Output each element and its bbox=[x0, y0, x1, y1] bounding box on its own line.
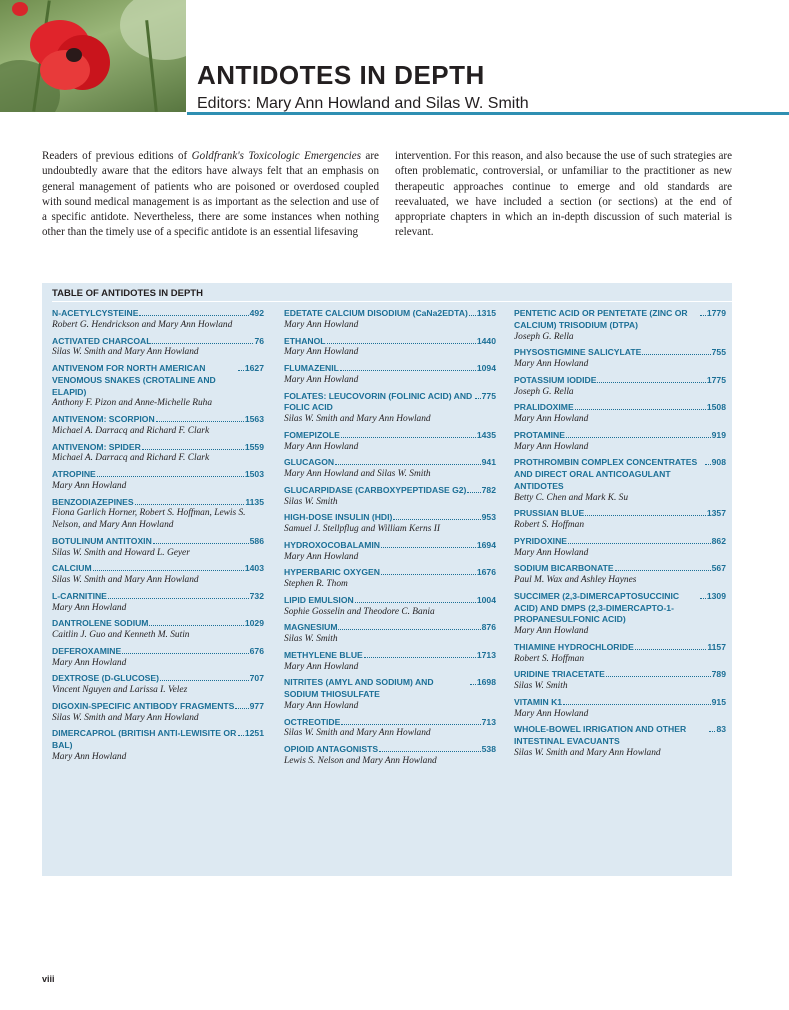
toc-entry-title[interactable] bbox=[284, 308, 496, 320]
leader-dots bbox=[135, 504, 245, 505]
toc-entry[interactable] bbox=[284, 457, 496, 481]
antidote-name: PENTETIC ACID OR PENTETATE (ZINC OR CALCIUM) TRISODIUM (DTPA) bbox=[514, 308, 688, 330]
toc-entry-title[interactable] bbox=[514, 375, 726, 387]
poppy-photo bbox=[0, 0, 186, 112]
leader-dots bbox=[156, 421, 244, 422]
toc-entry[interactable] bbox=[284, 677, 496, 712]
antidote-name: ETHANOL bbox=[284, 335, 326, 346]
page-ref: 492 bbox=[249, 308, 264, 318]
toc-entry[interactable] bbox=[284, 717, 496, 741]
page-ref: 755 bbox=[711, 347, 726, 358]
toc-entry[interactable] bbox=[284, 622, 496, 646]
toc-entry-title[interactable] bbox=[284, 567, 496, 579]
toc-entry[interactable] bbox=[284, 485, 496, 509]
antidote-name: PRUSSIAN BLUE bbox=[514, 508, 585, 519]
toc-entry-title[interactable] bbox=[514, 591, 726, 626]
toc-entry-title[interactable] bbox=[284, 622, 496, 634]
toc-entry[interactable] bbox=[52, 618, 264, 642]
toc-entry[interactable] bbox=[284, 567, 496, 591]
leader-dots bbox=[364, 657, 476, 658]
book-title: Goldfrank's Toxicologic Emergencies bbox=[191, 150, 362, 162]
chapter-authors: Mary Ann Howland bbox=[284, 319, 359, 330]
antidote-name: PHYSOSTIGMINE SALICYLATE bbox=[514, 347, 642, 358]
page-ref: 676 bbox=[249, 645, 264, 656]
page-ref: 1503 bbox=[244, 469, 264, 480]
toc-entry-title[interactable] bbox=[514, 563, 726, 575]
toc-entry-title[interactable] bbox=[284, 650, 496, 662]
leader-dots bbox=[340, 370, 476, 371]
antidote-name: MAGNESIUM bbox=[284, 622, 338, 633]
toc-entry-title[interactable] bbox=[52, 618, 264, 630]
toc-entry[interactable] bbox=[52, 363, 264, 410]
leader-dots bbox=[238, 735, 244, 736]
page-ref: 1698 bbox=[476, 677, 496, 688]
toc-entry-title[interactable] bbox=[514, 457, 726, 492]
page-ref: 1775 bbox=[706, 374, 726, 385]
toc-entry-title[interactable] bbox=[284, 336, 496, 348]
leader-dots bbox=[381, 574, 476, 575]
intro-column-1: Readers of previous editions of Goldfrank's Toxicologic Emergencies are undoubtedly aware that the editors have always felt that an emphasis on general management of patients who are poisoned or overdosed coupled with sound medical management is as important as the selection and use of a specific antidote. Nevertheless, there are some instances when nothing other than the timely use of a specific antidote is an essential lifesaving bbox=[42, 150, 379, 239]
leader-dots bbox=[327, 343, 476, 344]
antidote-name: THIAMINE HYDROCHLORIDE bbox=[514, 641, 634, 652]
page-ref: 977 bbox=[249, 700, 264, 711]
toc-entry[interactable] bbox=[284, 744, 496, 768]
chapter-authors: Robert S. Hoffman bbox=[514, 653, 585, 664]
toc-entry-title[interactable] bbox=[514, 402, 726, 414]
page-ref: 1440 bbox=[476, 335, 496, 346]
antidote-name: OPIOID ANTAGONISTS bbox=[284, 744, 379, 755]
poppy-bud bbox=[12, 2, 28, 16]
toc-column-3 bbox=[514, 308, 726, 764]
page-ref: 1004 bbox=[476, 594, 496, 605]
antidote-name: PROTAMINE bbox=[514, 429, 565, 440]
toc-entry[interactable] bbox=[514, 642, 726, 666]
antidote-name: PYRIDOXINE bbox=[514, 535, 568, 546]
toc-entry-title[interactable] bbox=[52, 701, 264, 713]
chapter-authors: Mary Ann Howland bbox=[284, 661, 359, 672]
poppy-center bbox=[66, 48, 82, 62]
antidote-name: GLUCAGON bbox=[284, 457, 335, 468]
chapter-authors: Mary Ann Howland bbox=[52, 480, 127, 491]
chapter-authors: Silas W. Smith and Howard L. Geyer bbox=[52, 547, 190, 558]
leader-dots bbox=[585, 515, 706, 516]
page-ref: 941 bbox=[481, 457, 496, 468]
chapter-authors: Robert S. Hoffman bbox=[514, 520, 585, 531]
toc-entry[interactable] bbox=[514, 430, 726, 454]
toc-entry[interactable] bbox=[284, 391, 496, 426]
page-ref: 1713 bbox=[476, 649, 496, 660]
toc-entry[interactable] bbox=[284, 540, 496, 564]
page-ref: 586 bbox=[249, 535, 264, 546]
antidote-name: NITRITES (AMYL AND SODIUM) AND SODIUM THIOSULFATE bbox=[284, 677, 434, 700]
chapter-authors: Mary Ann Howland bbox=[284, 374, 359, 385]
page-ref: 1563 bbox=[244, 414, 264, 425]
leader-dots bbox=[566, 437, 711, 438]
antidote-name: FOLATES: LEUCOVORIN (FOLINIC ACID) AND FOLIC ACID bbox=[284, 390, 473, 413]
leader-dots bbox=[475, 398, 481, 399]
antidote-name: DANTROLENE SODIUM bbox=[52, 618, 149, 629]
leader-dots bbox=[235, 708, 248, 709]
toc-entry[interactable] bbox=[514, 536, 726, 560]
toc-entry-title[interactable] bbox=[284, 512, 496, 524]
page-ref: 1251 bbox=[244, 728, 264, 739]
toc-entry-title[interactable] bbox=[514, 308, 726, 332]
chapter-authors: Joseph G. Rella bbox=[514, 331, 574, 342]
antidote-name: SODIUM BICARBONATE bbox=[514, 563, 614, 574]
leader-dots bbox=[142, 449, 244, 450]
toc-entry-title[interactable] bbox=[284, 430, 496, 442]
toc-entry-title[interactable] bbox=[284, 485, 496, 497]
toc-entry[interactable] bbox=[514, 591, 726, 638]
toc-entry[interactable] bbox=[514, 375, 726, 399]
chapter-authors: Silas W. Smith and Mary Ann Howland bbox=[52, 712, 199, 723]
leader-dots bbox=[338, 629, 480, 630]
chapter-authors: Mary Ann Howland bbox=[284, 700, 359, 711]
toc-entry-title[interactable] bbox=[52, 442, 264, 454]
chapter-authors: Mary Ann Howland bbox=[514, 359, 589, 370]
toc-entry-title[interactable] bbox=[52, 536, 264, 548]
toc-entry-title[interactable] bbox=[514, 724, 726, 748]
leader-dots bbox=[635, 649, 707, 650]
page-ref: 862 bbox=[711, 535, 726, 546]
antidote-name: VITAMIN K1 bbox=[514, 696, 563, 707]
toc-column-1 bbox=[52, 308, 264, 768]
antidote-name: OCTREOTIDE bbox=[284, 716, 341, 727]
antidote-name: HYDROXOCOBALAMIN bbox=[284, 539, 380, 550]
chapter-authors: Silas W. Smith and Mary Ann Howland bbox=[52, 575, 199, 586]
leader-dots bbox=[700, 598, 706, 599]
page-ref: 1779 bbox=[706, 308, 726, 318]
antidote-name: EDETATE CALCIUM DISODIUM (CaNa2EDTA) bbox=[284, 308, 468, 318]
chapter-authors: Joseph G. Rella bbox=[514, 386, 574, 397]
page-ref: 83 bbox=[716, 724, 726, 735]
chapter-authors: Lewis S. Nelson and Mary Ann Howland bbox=[284, 755, 437, 766]
chapter-authors: Robert G. Hendrickson and Mary Ann Howland bbox=[52, 319, 233, 330]
page-ref: 538 bbox=[481, 744, 496, 755]
antidote-name: HYPERBARIC OXYGEN bbox=[284, 567, 380, 578]
toc-entry-title[interactable] bbox=[514, 430, 726, 442]
chapter-authors: Silas W. Smith bbox=[514, 681, 568, 692]
page-ref: 782 bbox=[481, 484, 496, 495]
antidote-name: SUCCIMER (2,3-DIMERCAPTOSUCCINIC ACID) AND DMPS (2,3-DIMERCAPTO-1-PROPANESULFONIC ACID) bbox=[514, 590, 680, 625]
page-number: viii bbox=[42, 974, 55, 984]
leader-dots bbox=[615, 570, 711, 571]
antidote-name: PRALIDOXIME bbox=[514, 402, 574, 413]
leader-dots bbox=[470, 684, 476, 685]
toc-entry-title[interactable] bbox=[514, 536, 726, 548]
toc-entry[interactable] bbox=[514, 508, 726, 532]
antidote-name: FLUMAZENIL bbox=[284, 363, 339, 373]
antidote-name: HIGH-DOSE INSULIN (HDI) bbox=[284, 512, 393, 523]
toc-entry[interactable] bbox=[514, 457, 726, 504]
toc-entry-title[interactable] bbox=[284, 677, 496, 701]
toc-entry-title[interactable] bbox=[52, 363, 264, 398]
toc-entry[interactable] bbox=[52, 442, 264, 466]
antidote-name: LIPID EMULSION bbox=[284, 594, 354, 605]
chapter-authors: Paul M. Wax and Ashley Haynes bbox=[514, 575, 637, 586]
page-ref: 1157 bbox=[707, 641, 726, 652]
leader-dots bbox=[153, 543, 249, 544]
leader-dots bbox=[469, 315, 476, 316]
leader-dots bbox=[93, 570, 244, 571]
toc-entry[interactable] bbox=[514, 697, 726, 721]
toc-entry-title[interactable] bbox=[284, 540, 496, 552]
toc-entry[interactable] bbox=[52, 701, 264, 725]
page-title: ANTIDOTES IN DEPTH bbox=[197, 60, 485, 90]
chapter-authors: Mary Ann Howland bbox=[514, 626, 589, 637]
toc-entry-title[interactable] bbox=[514, 508, 726, 520]
antidote-name: METHYLENE BLUE bbox=[284, 649, 363, 660]
toc-entry-title[interactable] bbox=[284, 744, 496, 756]
leader-dots bbox=[575, 409, 706, 410]
antidote-name: DEXTROSE (D-GLUCOSE) bbox=[52, 673, 159, 684]
photo-bokeh bbox=[120, 0, 186, 60]
toc-entry[interactable] bbox=[52, 673, 264, 697]
page-ref: 915 bbox=[711, 696, 726, 707]
antidote-name: DEFEROXAMINE bbox=[52, 645, 122, 656]
toc-entry[interactable] bbox=[514, 308, 726, 343]
page-ref: 1135 bbox=[245, 496, 264, 507]
page-ref: 707 bbox=[249, 673, 264, 684]
toc-entry[interactable] bbox=[514, 563, 726, 587]
table-heading-rule bbox=[52, 301, 732, 302]
page-ref: 732 bbox=[249, 590, 264, 601]
chapter-authors: Mary Ann Howland bbox=[284, 551, 359, 562]
chapter-authors: Mary Ann Howland bbox=[52, 751, 127, 762]
toc-entry-title[interactable] bbox=[514, 642, 726, 654]
leader-dots bbox=[97, 476, 244, 477]
page-ref: 1029 bbox=[244, 618, 264, 629]
chapter-authors: Silas W. Smith and Mary Ann Howland bbox=[514, 748, 661, 759]
antidote-name: ANTIVENOM: SCORPION bbox=[52, 414, 155, 425]
chapter-authors: Michael A. Darracq and Richard F. Clark bbox=[52, 453, 210, 464]
page-ref: 713 bbox=[481, 716, 496, 727]
antidote-name: L-CARNITINE bbox=[52, 590, 107, 601]
antidote-name: URIDINE TRIACETATE bbox=[514, 669, 605, 680]
leader-dots bbox=[709, 731, 715, 732]
toc-entry-title[interactable] bbox=[52, 728, 264, 752]
chapter-authors: Mary Ann Howland and Silas W. Smith bbox=[284, 469, 431, 480]
antidotes-table bbox=[42, 283, 732, 876]
chapter-authors: Sophie Gosselin and Theodore C. Bania bbox=[284, 606, 435, 617]
toc-entry[interactable] bbox=[52, 563, 264, 587]
leader-dots bbox=[160, 680, 249, 681]
page-ref: 1435 bbox=[476, 429, 496, 440]
chapter-authors: Samuel J. Stellpflug and William Kerns II bbox=[284, 524, 440, 535]
chapter-authors: Silas W. Smith and Mary Ann Howland bbox=[52, 347, 199, 358]
toc-entry-title[interactable] bbox=[52, 469, 264, 481]
leader-dots bbox=[335, 464, 481, 465]
leader-dots bbox=[341, 724, 480, 725]
leader-dots bbox=[152, 343, 253, 344]
toc-entry-title[interactable] bbox=[52, 563, 264, 575]
leader-dots bbox=[563, 704, 711, 705]
toc-entry[interactable] bbox=[284, 336, 496, 360]
antidote-name: ATROPINE bbox=[52, 469, 96, 480]
antidote-name: GLUCARPIDASE (CARBOXYPEPTIDASE G2) bbox=[284, 484, 467, 495]
leader-dots bbox=[122, 653, 248, 654]
toc-entry[interactable] bbox=[284, 595, 496, 619]
chapter-authors: Mary Ann Howland bbox=[284, 347, 359, 358]
antidote-name: CALCIUM bbox=[52, 563, 92, 574]
toc-entry-title[interactable] bbox=[52, 673, 264, 685]
page-ref: 876 bbox=[481, 622, 496, 633]
page-ref: 1357 bbox=[706, 508, 726, 519]
chapter-authors: Betty C. Chen and Mark K. Su bbox=[514, 492, 629, 503]
toc-entry[interactable] bbox=[284, 650, 496, 674]
chapter-authors: Stephen R. Thom bbox=[284, 579, 348, 590]
chapter-authors: Mary Ann Howland bbox=[284, 441, 359, 452]
page-ref: 1315 bbox=[476, 308, 496, 318]
leader-dots bbox=[149, 625, 243, 626]
leader-dots bbox=[238, 370, 244, 371]
chapter-authors: Silas W. Smith and Mary Ann Howland bbox=[284, 414, 431, 425]
antidote-name: PROTHROMBIN COMPLEX CONCENTRATES AND DIRECT ORAL ANTICOAGULANT ANTIDOTES bbox=[514, 457, 698, 491]
toc-entry-title[interactable] bbox=[514, 347, 726, 359]
toc-entry[interactable] bbox=[52, 591, 264, 615]
page-ref: 953 bbox=[481, 512, 496, 523]
leader-dots bbox=[467, 492, 480, 493]
chapter-authors: Anthony F. Pizon and Anne-Michelle Ruha bbox=[52, 398, 213, 409]
toc-entry-title[interactable] bbox=[52, 591, 264, 603]
page-ref: 1676 bbox=[476, 567, 496, 578]
page-ref: 1094 bbox=[476, 363, 496, 373]
table-heading: TABLE OF ANTIDOTES IN DEPTH bbox=[52, 288, 203, 299]
toc-column-2 bbox=[284, 308, 496, 772]
antidote-name: WHOLE-BOWEL IRRIGATION AND OTHER INTESTINAL EVACUANTS bbox=[514, 724, 687, 747]
chapter-authors: Michael A. Darracq and Richard F. Clark bbox=[52, 425, 210, 436]
leader-dots bbox=[642, 354, 710, 355]
toc-entry[interactable] bbox=[284, 308, 496, 332]
toc-entry[interactable] bbox=[284, 363, 496, 387]
chapter-authors: Silas W. Smith bbox=[284, 634, 338, 645]
antidote-name: DIMERCAPROL (BRITISH ANTI-LEWISITE OR BAL) bbox=[52, 728, 237, 751]
toc-entry[interactable] bbox=[52, 646, 264, 670]
toc-entry[interactable] bbox=[52, 469, 264, 493]
page-ref: 789 bbox=[711, 669, 726, 680]
editors-line: Editors: Mary Ann Howland and Silas W. Smith bbox=[197, 95, 529, 112]
chapter-authors: Mary Ann Howland bbox=[514, 708, 589, 719]
toc-entry-title[interactable] bbox=[52, 308, 264, 320]
page-ref: 1559 bbox=[244, 441, 264, 452]
toc-entry-title[interactable] bbox=[514, 697, 726, 709]
chapter-authors: Mary Ann Howland bbox=[52, 657, 127, 668]
page-ref: 1508 bbox=[706, 402, 726, 413]
leader-dots bbox=[355, 602, 476, 603]
toc-entry-title[interactable] bbox=[284, 717, 496, 729]
leader-dots bbox=[341, 437, 476, 438]
chapter-authors: Vincent Nguyen and Larissa I. Velez bbox=[52, 685, 188, 696]
toc-entry[interactable] bbox=[284, 512, 496, 536]
leader-dots bbox=[139, 315, 248, 316]
antidote-name: ANTIVENOM FOR NORTH AMERICAN VENOMOUS SNAKES (CROTALINE AND ELAPID) bbox=[52, 363, 216, 397]
toc-entry-title[interactable] bbox=[52, 336, 264, 348]
chapter-authors: Fiona Garlich Horner, Robert S. Hoffman, Lewis S. Nelson, and Mary Ann Howland bbox=[52, 508, 246, 531]
page-ref: 908 bbox=[711, 457, 726, 468]
antidote-name: N-ACETYLCYSTEINE bbox=[52, 308, 139, 318]
toc-entry-title[interactable] bbox=[52, 646, 264, 658]
toc-entry[interactable] bbox=[284, 430, 496, 454]
antidote-name: FOMEPIZOLE bbox=[284, 429, 340, 440]
toc-entry-title[interactable] bbox=[284, 391, 496, 415]
leader-dots bbox=[568, 543, 711, 544]
intro-column-2: intervention. For this reason, and also because the use of such strategies are often problematic, controversial, or unfamiliar to the practitioner as new therapeutic approaches continue to emerge and old standards are reevaluated, we have included a section (or sections) at the end of appropriate chapters in which an in-depth discussion of such material is relevant. bbox=[395, 150, 732, 239]
antidote-name: ACTIVATED CHARCOAL bbox=[52, 335, 152, 346]
chapter-authors: Mary Ann Howland bbox=[52, 602, 127, 613]
page-ref: 919 bbox=[711, 429, 726, 440]
leader-dots bbox=[597, 382, 705, 383]
toc-entry[interactable] bbox=[514, 402, 726, 426]
leader-dots bbox=[381, 547, 476, 548]
toc-entry[interactable] bbox=[52, 336, 264, 360]
toc-entry[interactable] bbox=[514, 724, 726, 759]
chapter-authors: Caitlin J. Guo and Kenneth M. Sutin bbox=[52, 630, 190, 641]
page-ref: 1403 bbox=[244, 563, 264, 574]
antidote-name: BOTULINUM ANTITOXIN bbox=[52, 535, 152, 546]
antidote-name: DIGOXIN-SPECIFIC ANTIBODY FRAGMENTS bbox=[52, 700, 235, 711]
leader-dots bbox=[606, 676, 711, 677]
chapter-authors: Mary Ann Howland bbox=[514, 547, 589, 558]
page-ref: 567 bbox=[711, 563, 726, 574]
chapter-authors: Mary Ann Howland bbox=[514, 441, 589, 452]
toc-entry[interactable] bbox=[52, 536, 264, 560]
page-ref: 1309 bbox=[706, 590, 726, 601]
page-ref: 76 bbox=[254, 335, 264, 346]
page-ref: 1694 bbox=[476, 539, 496, 550]
leader-dots bbox=[108, 598, 249, 599]
antidote-name: POTASSIUM IODIDE bbox=[514, 374, 597, 385]
toc-entry[interactable] bbox=[514, 347, 726, 371]
leader-dots bbox=[379, 751, 481, 752]
chapter-authors: Silas W. Smith bbox=[284, 496, 338, 507]
header-rule bbox=[187, 112, 789, 115]
page-ref: 775 bbox=[481, 390, 496, 401]
poppy-petal bbox=[40, 50, 90, 90]
toc-entry-title[interactable] bbox=[52, 497, 264, 509]
toc-entry[interactable] bbox=[514, 669, 726, 693]
toc-entry[interactable] bbox=[52, 728, 264, 763]
toc-entry[interactable] bbox=[52, 414, 264, 438]
toc-entry-title[interactable] bbox=[514, 669, 726, 681]
leader-dots bbox=[393, 519, 480, 520]
toc-entry[interactable] bbox=[52, 308, 264, 332]
antidote-name: BENZODIAZEPINES bbox=[52, 496, 134, 507]
toc-entry[interactable] bbox=[52, 497, 264, 532]
leader-dots bbox=[700, 315, 706, 316]
chapter-authors: Silas W. Smith and Mary Ann Howland bbox=[284, 728, 431, 739]
antidote-name: ANTIVENOM: SPIDER bbox=[52, 441, 141, 452]
leader-dots bbox=[705, 464, 711, 465]
toc-entry-title[interactable] bbox=[284, 457, 496, 469]
page-ref: 1627 bbox=[244, 363, 264, 373]
toc-entry-title[interactable] bbox=[52, 414, 264, 426]
toc-entry-title[interactable] bbox=[284, 363, 496, 375]
chapter-authors: Mary Ann Howland bbox=[514, 414, 589, 425]
toc-entry-title[interactable] bbox=[284, 595, 496, 607]
